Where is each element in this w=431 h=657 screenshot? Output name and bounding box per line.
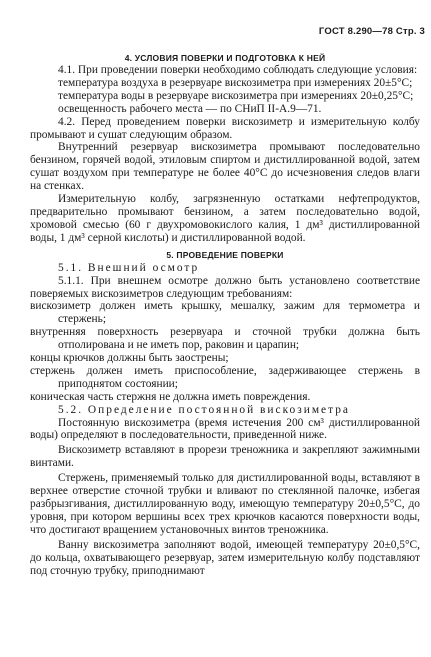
condition-water-temperature: температура воды в резервуаре вискозиметра при измерениях 20±0,25°С; [58,89,414,102]
paragraph-constant-definition: Постоянную вискозиметра (время истечения 200 см³ дистиллированной воды) определяют в последовательности, приведенной ниже. [30,416,420,442]
condition-air-temperature: температура воздуха в резервуаре вискозиметра при измерениях 20±5°С; [58,76,413,89]
paragraph-viscometer-washing: Внутренний резервуар вискозиметра промывают последовательно бензином, горячей водой, этиловым спиртом и дистиллированной водой, затем сушат воздухом при температуре не более 40°С до исчезновения следов влаги на стенках. [30,141,420,193]
condition-illumination: освещенность рабочего места — по СНиП II-А.9—71. [58,102,322,115]
paragraph-flask-washing: Измерительную колбу, загрязненную остатками нефтепродуктов, предварительно промывают бензином, а затем последовательно водой, хромовой смесью (60 г двухромовокислого калия, 1 дм³ дистиллированной воды, 1 дм³ серной кислоты) и дистиллированной водой. [30,193,420,244]
requirement-rod-holder: стержень должен иметь приспособление, задерживающее стержень в приподнятом состоянии; [30,364,420,390]
paragraph-5-1-1: 5.1.1. При внешнем осмотре должно быть установлено соответствие поверяемых вискозиметров следующим требованиям: [30,274,420,300]
requirement-lid: вискозиметр должен иметь крышку, мешалку, зажим для термометра и стержень; [30,300,420,326]
paragraph-rod-and-water: Стержень, применяемый только для дистиллированной воды, вставляют в верхнее отверстие сточной трубки и вливают по стеклянной палочке, избегая разбрызгивания, дистиллированную воду, имеющую температуру 20±0,5°С, до уровня, при котором вершины всех трех крючков касаются поверхности воды, что достигают вращением установочных винтов треножника. [30,472,420,536]
requirement-hooks: концы крючков должны быть заострены; [30,352,229,365]
subsection-5-1-heading: 5.1. Внешний осмотр [58,261,200,274]
paragraph-4-1-intro: 4.1. При проведении поверки необходимо соблюдать следующие условия: [58,64,418,76]
paragraph-bath-filling: Ванну вискозиметра заполняют водой, имеющей температуру 20±0,5°С, до кольца, охватывающего резервуар, затем измерительную колбу подставляют под сточную трубку, приподнимают [30,538,420,577]
subsection-5-2-heading: 5.2. Определение постоянной вискозиметра [58,403,350,416]
requirement-conical-part: коническая часть стержня не должна иметь повреждения. [30,390,311,403]
section-5-title: 5. ПРОВЕДЕНИЕ ПОВЕРКИ [166,249,284,260]
page-header: ГОСТ 8.290—78 Стр. 3 [318,26,425,37]
paragraph-4-2: 4.2. Перед проведением поверки вискозиметр и измерительную колбу промывают и сушат следующим образом. [30,115,420,141]
document-page [30,26,420,577]
section-4-title: 4. УСЛОВИЯ ПОВЕРКИ И ПОДГОТОВКА К НЕЙ [124,53,326,63]
requirement-surface: внутренняя поверхность резервуара и сточной трубки должна быть отполирована и не иметь пор, раковин и царапин; [30,326,420,352]
paragraph-tripod-mounting: Вискозиметр вставляют в прорези треножника и закрепляют зажимными винтами. [30,444,420,470]
